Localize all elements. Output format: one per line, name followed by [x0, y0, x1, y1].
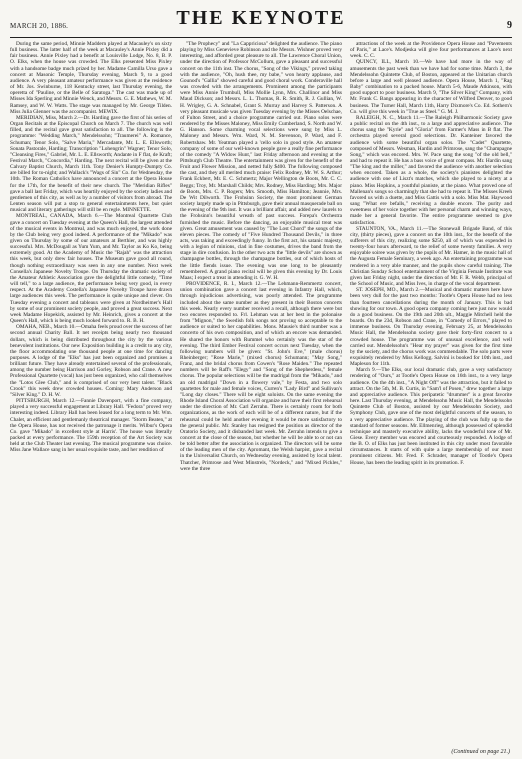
article-paragraph: "The Prophecy" and "La Cappriciosa" delighted the audience. The piano playing by Miss Genevieve Robinson and the Messrs. Wishner proved very interesting, and afforded great pleasure to all. The Lawrence Choral Union, under the direction of Professor McCollum, gave a pleasant and successful concert on the 11th inst. The chorus, "Song of the Vikings," proved taking with the audience, "Oh, hush thee, my babe," won hearty applause, and Gounod's "Gallia" showed careful and good choral work. Conderaville hall was crowded with the arrangements. Prominent among the participants were Miss Annie Trumbull, Miss Mollie Lynn, Mrs. Challinor and Miss Maud Dickson; and Messrs. L. L. Thomas, R. R. Smith, R. J. Gullian, W. H. Wrigley, G. A. Schnabel, Grant S. Murray and Harvey S. Patterson. A very pleasant musicale was given Tuesday evening by the Misses Oelschae, of Fulton Street, and a choice programme carried out. Piano solos were rendered by the Misses Maloney, Miss Emily Cumberland, S. North and W. G. Hanson. Some charming vocal selections were sung by Miss L. Maloney and Messrs. Wm. Ward, N. M. Stevenson, P. Ward, and F. Robertshaw. Mr. Yeatman played a 'cello solo in good style. An amateur company of some of our well-known people gave a really fine performance of the comedy "A Widow Hunt," last Friday afternoon and evening at the Pittsburgh Club Theatre. The entertainment was given for the benefit of the Fruit and Flower Mission, and netted fully $400. The following composed the cast, and they all merited much praise: Felix Rodney, Mr. W. S. Arthur; Frank Eckbert, Mr. E. C. Schmertz; Major Wellington de Boots, Mr. C. C. Beggs; Troy, Mr. Marshall Childs; Mrs. Rodney, Miss Harding; Mrs. Major de Boots, Mrs. C. P. Rogers; Mrs. Smooth, Miss Hamilton; Jeannie, Mrs. De Wit Dilworth. The Frohsinn Society, the most prominent German society largely made up in Pittsburgh, gave their annual masquerade ball on the evening of the 9th inst. It was a brilliant affair, and added new laurels to the Frohsinn's beautiful wreath of past success. Forepa's Orchestra furnished the music. Before the dancing, an enjoyable musical treat was given. Great amusement was caused by "The Lost Chord" the songs of the eleven pieces. The comedy of "Five Hundred Thousand Devils," in three acts, was taking and exceedingly funny. In the first act, his satanic majesty, with a legion of minions, clad in fine costumes, drives the band from the stage in dire confusion. In the other two acts the "little devils" are shown as champagne bottles, through the champagne bottles, out of which hosts of the little fiends issue. The evening was one long to be pleasantly remembered. A grand piano recital will be given this evening by Dr. Louis Maas; I expect a treat in attending it. G. W. H. [180, 41, 342, 281]
article-paragraph: RALEIGH, N. C., March 11.—The Raleigh Philharmonic Society gave a public recital on the 4th inst., to a large and appreciative audience. The chorus sang the "Kyrie" and "Gloria" from Farmer's Mass in B flat. The orchestra played several good selections. Dr. Kanteiner favored the audience with some beautiful organ solos. The "Cadet" Quartette, composed of Messrs. Wesman, Hardin and Primrose, sang the "Champagne Song," which was encored. Mrs. W. Pace sang the song "of the old bell," and had to repeat it. He has a bass voice of great compass. Mr. Hardin sang "The king and the miller," and favored the audience with another selection when encored. Taken as a whole, the society's pianistes delighted the audience with one of Liszt's matches, which she played to a nicety at a piano. Miss Hopkins, a youthful pianiste, at the piano. What proved one of Mallenan's songs so charmingly that she had to repeat it. The Misses Kreeh favored us with a duette, and Miss Gattis with a solo. Miss Mat. Haywood sang "What ere befalls," receiving a double encore. The purity and sweetness of her voice together with her personal charm and winning ways, made her a general favorite. The entire programme seemed to give satisfaction. [350, 114, 512, 226]
article-paragraph: OMAHA, NEB., March 10.—Omaha feels proud over the success of her second annual Charity Ball. It net receipts being nearly two thousand dollars, which is being distributed throughout the city by the various benevolent institutions. Our new Exposition building is a credit to any city, the floor accommodating one thousand people at one time for dancing purposes. A lodge of the "Elks" has just been organized and promises a brilliant future. They have already entertained several of the professionals, among the number being Harrison and Gorley, Robson and Crane. A new Professional Quartette (vocal) has just been organized, who call themselves the "Lotos Glee Club," and is comprised of our very best talent. "Black Crook" this week drew crowded houses. Coming: Mary Anderson and "Silver King." D. H. W. [10, 324, 172, 398]
article-paragraph: PITTSBURGH, March 12.—Fannie Davenport, with a fine company, played a very successful engagement at Library Hall. "Fedora" proved very interesting indeed. Library Hall has been leased for a long term to Mr. Wm. Chalet, an efficient and gentlemanly theatrical manager. "Storm Beaten," at the Opera House, has not received the patronage it merits. Wilbur's Opera Co. gave "Mikado" in excellent style at Harris'. The house was literally packed at every performance. The 159th reception of the Art Society was held at the Club Theater last evening. The musical programme was choice. Miss Jane Wallace sang in her usual exquisite taste, and her rendition of [10, 398, 172, 454]
continued-note: (Continued on page 21.) [451, 749, 510, 755]
article-columns [10, 41, 512, 753]
masthead [10, 0, 512, 36]
column-2 [180, 41, 342, 753]
page-number: 9 [507, 20, 512, 31]
article-paragraph: MERIDIAN, Miss, March 2.—Dr. Harding gave the first of his series of Organ Recitals at the Episcopal Church on March 7. The church was well filled, and the recital gave great satisfaction to all. The following is the programme: "Wedding March," Mendelssohn; "Traumerei" A. Romance, Schuman; Tenor Solo, "Salve Maria," Mercadante, Mr. L. E. Ellsworth; Sonata Pastorale, Harding; Transcription "Lohengrin" Wagner; Tenor Solo, "Cleansing Fires," Gabriel, Mr. L. E. Ellsworth; Andante in F flat, de Kraft; Festival March, "Concordia," Harding. The next recital will be given at the Calvary Baptist Church, March 11th. Tony Denier's Humpty-Dumpty Co. are billed for to-night; and Wallack's "Wags of Sin" Co. for Wednesday, the 10th. The Roman Catholics have announced a concert at the Opera House for the 17th, for the benefit of their new church. The "Meridian Rifles" gave a ball last Friday, which was heartily enjoyed by the society ladies and gentlemen of this city, as well as by a number of visitors from abroad. The Lenten season will put a stop to general entertainments here, but quiet musical and literary gatherings will still be en regle. MINNETTE. [10, 114, 172, 214]
article-paragraph: QUINCY, ILL, March 10.—We have had more in the way of amusements the past week than we have had for some time. March 3, the Mendelssohn Quintette Club, of Boston, appeared at the Unitarian church before a large and well pleased audience. Opera House, March 1, "Rag Baby" combination to a packed house. March 5-6, Maude Atkinson, with good support to poor business. March 9, "The Silver King" Company, with Mr. Frank C. Bangs appearing in the character of Wilfred Denver, to good business. The Turner Hall, March 11th, Harry Dixmore's Co. Ed. Sothern's Co. will give this week in "True as Steel." G. M. J. [350, 59, 512, 115]
article-paragraph: STAUNTON, VA., March 11.—The Stonewall Brigade Band, of this city, (thirty pieces), gave a concert on the 10th inst., for the benefit of the sufferers of this city, realizing some $250, all of which was expended in twenty-four hours afterward, to the relief of some twenty families. A very enjoyable soiree was given by the pupils of Mr. Hamer, in the music hall of the Augusta Female Seminary, a week ago. An entertaining programme was rendered in a very able manner, and the pupils show careful training. The Christian Sunday School entertainment of the Virginia Female Institute was given last Friday night, under the direction of Mr. F. R. Webb, principal of the School of Music, and Miss Ives, in charge of the vocal department. [350, 225, 512, 288]
publication-title: THE KEYNOTE [176, 7, 346, 29]
column-3 [350, 41, 512, 753]
article-paragraph: attractions of the week at the Providence Opera House and "Pavements of Paris," at Lace's. Modjeska will give four performances at Lace's next week. C. C. [350, 41, 512, 60]
article-paragraph: ST. JOSEPH, MO., March 2.—Musical and dramatic matters here have been very dull for the past two months: Tootle's Opera House had no less than fourteen cancellations during the month of January. This is bad showing for our town. A good opera company coming here just now would do a good business. On the 19th and 20th ult., Maggie Mitchell held the boards. On the 23d, Robson and Crane, in "Comedy of Errors," played to immense business. On Thursday evening, February 25, at Mendelssohn Music Hall, the Mendelssohn society gave their forty-first concert to a crowded house. The programme was of unusual excellence, and well carried out. Mendelssohn's "Hear my prayer" was given for the first time by the society, and the chorus work was commendable. The solo parts were exquisitely rendered by Miss Kellogg. Salvini is booked for 10th inst., and Mapleson for 11th. [350, 287, 512, 368]
article-paragraph: During the same period, Minnie Maddern played at Macauley's on sixty full business. The latter half of the week at Macauley's Annie Pixley did a fair business. Annie Pixley had a benefit at Louisville Lodge, No. 8, B. P. O. Elks, when the house was crowded. The Elks presented Miss Pixley with a handsome badge much prized by her. Madame Camilla Urso gave a concert at Masonic Temple, Thursday evening, March 9, to a good audience. A very pleasant amateur performance was given at the residence of Mr. Jos. Swinburne, 118 Kentucky street, last Thursday evening, the operetta of "Pauline, or the Belle of Saratoga." The cast was made up of Misses Ida Sperling and Minnie Wenck, and Messrs. G. E. Mathews, W. M. Ramsey, and W. W. Watts. The stage was managed by Mr. George Tilden. Miss Julia Glenner was the accompanist. MEWIX. [10, 41, 172, 115]
issue-date: MARCH 20, 1886. [10, 22, 69, 30]
article-paragraph: MONTREAL, CANADA, March 6.—The Montreal Quartette Club gave a concert on Tuesday evening at the Queen's Hall, the largest attended of the musical events in Montreal, and was much enjoyed, the work done by the Club being very good indeed. A performance of the "Mikado" was given on Thursday by some of our amateurs at Berthier, and was highly successful. Mrs. McDougall as Yum Yum, and Mr. Taylor as Ko Ko, being extremely good. At the Academy of Music the "Rajah" was the attraction this week, but only drew fair houses. The Museum gave good all round, though nothing extraordinary was seen in any one number. Next week Consella's Japanese Novelty Troupe. On Thursday the dramatic society of the Amateur Athletic Association gave the delightful little comedy, "Time will tell," to a large audience, the performance being very good, in every respect. At the Academy Costella's Japanese Novelty Troupe have drawn large audiences this week. The performance is quite unique and clever. On Tuesday evening a concert and tableaux were given at Nordheimer's Hall by some of our prominent society people, and proved a great success. Next week Madame Hopekirk, assisted by Mr. Heinrich, gives a concert at the Queen's Hall, which is being much looked forward to. R. B. H. [10, 213, 172, 325]
article-paragraph: March 9.—The Elks, our local dramatic club, gave a very satisfactory rendering of "Ours," at Tootle's Opera House on 16th inst., to a very large audience. On the 4th inst., "A Night Off" was the attraction, but it failed to attract. On the 5th, M. B. Curtis, in "Sam'l of Posen," drew together a large and appreciative audience. This peripatetic "drummer" is a great favorite here. Last Thursday evening, at Mendelssohn Music Hall, the Mendelssohn Quintette Club of Boston, assisted by our Mendelssohn Society, and Symphony Club, gave one of the most delightful concerts of the season, to a very appreciative audience. The playing of the club was fully up to the standard of former seasons. Mr. Ellmenrieg, although possessed of splendid technique and masterly executive ability, lacks the wonderful tone of Mr. Giese. Every member was encored and courteously responded. A lodge of the B. O. of Elks has just been instituted in this city under most favorable circumstances. It starts of with quite a large membership of our most prominent citizens. Mr. Fred. F. Schrader, manager of Tootle's Opera House, has been the leading spirit in its promotion. F. [350, 367, 512, 466]
column-1 [10, 41, 172, 753]
article-paragraph: PROVIDENCE, R. I., March 12.—The Lehmann-Remmertz concert, union combination gave a concert last evening in Infantry Hall, which, through injudicious advertising, was poorly attended. The programme included about the same number as they present in their Boston concerts this week. Nearly every number received a recall, although there were but two encores responded to. Frl. Lehman was at her best in the polonaise from "Mignon," the Swedish folk songs not proving so acceptable to the audience or suited to her capabilities. Mons. Mausie's third number was a concerto of his own composition, and of which an encore was demanded. He shared the honors with Rummel who certainly was the star of the evening. The third Ember Festival concert occurs next Tuesday, when the following numbers will be given: "St. John's Eve," (male chorus) Rheinberger; "Rose Marie," (mixed chorus) Schumann; "May Song," Franz, and the bridal chorus from Cowen's "Rose Maiden." The repeated numbers will be Raff's "Elegy" and "Song of the Shepherdess," female chorus. The popular selections will be the madrigal from the "Mikado," and an old madrigal "Down in a flowery vale," by Festa, and two solo quartettes for male and female voices, Curren's "Lady Bird" and Sullivan's "Long day closes." There will be eight soloists. On the same evening the Rhode Island Choral Association will organize and have their first rehearsal under the direction of Mr. Carl Zerrahn. There is certainly room for both organizations, as the work of each will be of a different nature, but if the rehearsal could be held another evening it would be more satisfactory to the general public. Mr. Stanley has resigned the position as director of the Oratorio Society, and it disbanded last week. Mr. Zerrahn intends to give a concert at the close of the season, but whether he will be able to or not can be told better after the association is organized. The directors will be some of the leading men of the city. Apromant, the Welsh harpist, gave a recital in the Universalist Church, on Wednesday evening, assisted by local talent. Thatcher, Primrose and West Minstrels, "Nordeck," and "Mixed Pickles," were the three [180, 281, 342, 472]
header-rule [10, 37, 512, 38]
